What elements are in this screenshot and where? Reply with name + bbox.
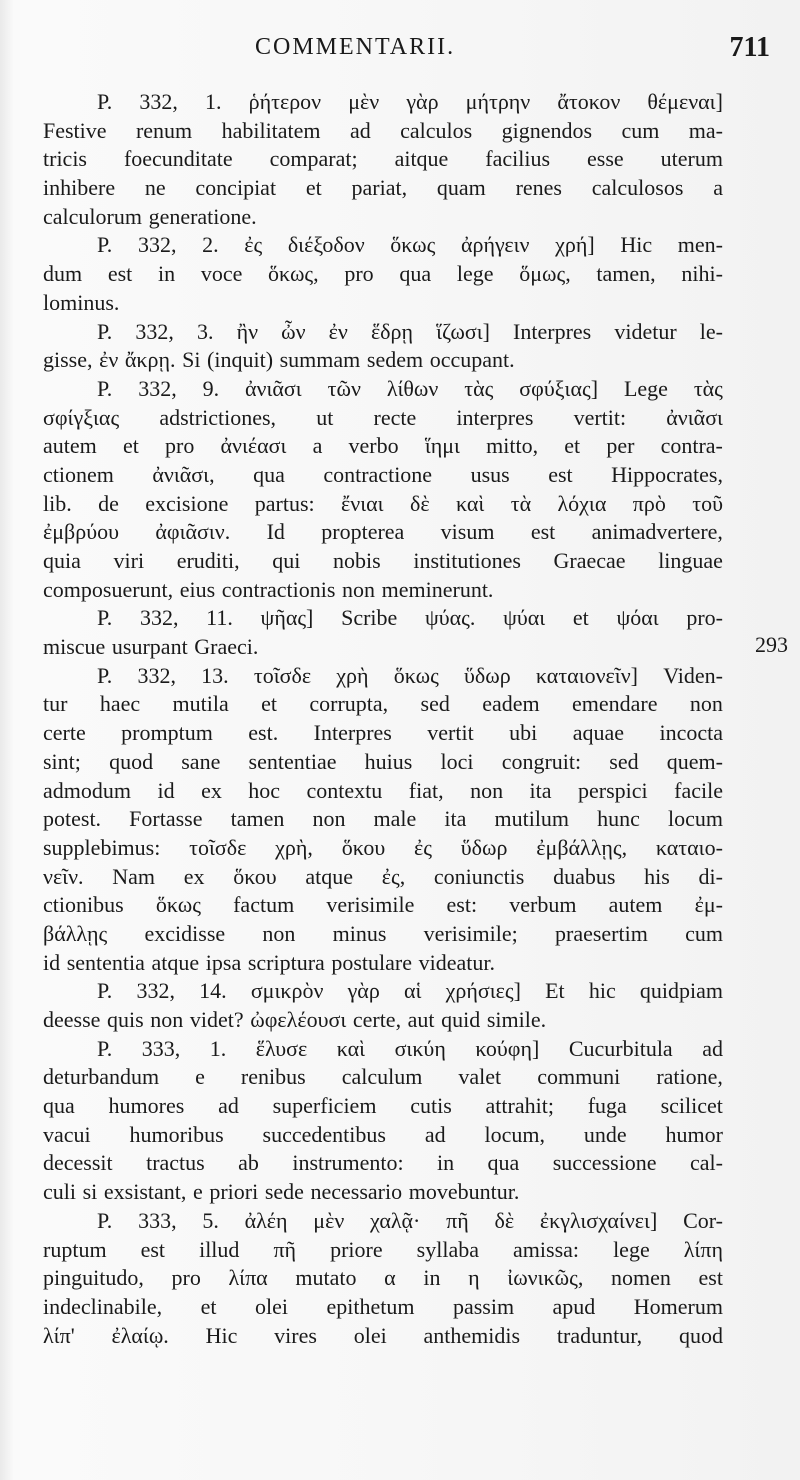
text-line: P. 332, 1. ῥήτερον μὲν γὰρ μήτρην ἄτοκον θέμεναι] — [97, 89, 723, 114]
text-line: miscue usurpant Graeci. — [43, 634, 259, 660]
text-line: P. 332, 2. ἐς διέξοδον ὅκως ἀρήγειν χρή] Hic men- — [97, 232, 723, 258]
text-line: dum est in voce ὅκως, pro qua lege ὅμως, tamen, nihi- — [43, 261, 723, 287]
text-line: pinguitudo, pro λίπα mutato α in η ἰωνικῶς, nomen est — [43, 1265, 723, 1291]
text-line: βάλλῃς excidisse non minus verisimile; praesertim cum — [43, 920, 723, 946]
text-line: P. 333, 1. ἕλυσε καὶ σικύη κούφη] Cucurbitula ad — [97, 1035, 723, 1061]
text-line: vacui humoribus succedentibus ad locum, unde humor — [43, 1121, 723, 1147]
text-line: inhibere ne concipiat et pariat, quam renes calculosos a — [43, 175, 723, 201]
text-line: P. 332, 11. ψῆας] Scribe ψύας. ψύαι et ψόαι pro- — [97, 605, 723, 631]
text-line: id sententia atque ipsa scriptura postulare videatur. — [43, 949, 495, 975]
text-line: ctionem ἀνιᾶσι, qua contractione usus est Hippocrates, — [43, 461, 723, 487]
text-line: certe promptum est. Interpres vertit ubi aquae incocta — [43, 720, 723, 746]
text-line: Festive renum habilitatem ad calculos gignendos cum ma- — [43, 117, 723, 143]
text-line: qua humores ad superficiem cutis attrahit; fuga scilicet — [43, 1093, 723, 1119]
text-line: λίπ' ἐλαίῳ. Hic vires olei anthemidis traduntur, quod — [43, 1322, 723, 1348]
text-line: decessit tractus ab instrumento: in qua successione cal- — [43, 1150, 723, 1176]
text-line: ruptum est illud πῆ priore syllaba amissa: lege λίπη — [43, 1236, 723, 1262]
text-line: tricis foecunditate comparat; aitque facilius esse uterum — [43, 146, 723, 172]
margin-page-reference: 293 — [755, 632, 788, 657]
text-line: tur haec mutila et corrupta, sed eadem emendare non — [43, 691, 723, 717]
text-line: deturbandum e renibus calculum valet communi ratione, — [43, 1064, 723, 1090]
commentary-text — [43, 88, 723, 1350]
text-line: ctionibus ὅκως factum verisimile est: verbum autem ἐμ- — [43, 892, 723, 918]
text-line: quia viri eruditi, qui nobis institutiones Graecae linguae — [43, 548, 723, 573]
text-line: gisse, ἐν ἄκρῃ. Si (inquit) summam sedem occupant. — [43, 347, 515, 373]
text-line: supplebimus: τοῖσδε χρὴ, ὅκου ἐς ὕδωρ ἐμβάλλῃς, καταιο- — [43, 834, 723, 860]
text-line: culi si exsistant, e priori sede necessario movebuntur. — [43, 1179, 520, 1205]
text-line: νεῖν. Nam ex ὅκου atque ἐς, coniunctis duabus his di- — [43, 863, 723, 889]
text-line: P. 332, 14. σμικρὸν γὰρ αἱ χρήσιες] Et hic quidpiam — [97, 978, 723, 1004]
text-line: lib. de excisione partus: ἔνιαι δὲ καὶ τὰ λόχια πρὸ τοῦ — [43, 490, 723, 516]
text-line: sint; quod sane sententiae huius loci congruit: sed quem- — [43, 748, 723, 774]
page-number: 711 — [729, 32, 770, 63]
text-line: lominus. — [43, 289, 120, 315]
text-line: P. 332, 9. ἀνιᾶσι τῶν λίθων τὰς σφύξιας] Lege τὰς — [97, 375, 723, 401]
text-line: calculorum generatione. — [43, 203, 257, 229]
text-line: admodum id ex hoc contextu fiat, non ita perspici facile — [43, 777, 723, 803]
text-line: ἐμβρύου ἀφιᾶσιν. Id propterea visum est animadvertere, — [43, 519, 723, 545]
text-line: deesse quis non videt? ὠφελέουσι certe, aut quid simile. — [43, 1007, 547, 1032]
text-line: P. 333, 5. ἀλέη μὲν χαλᾷ· πῆ δὲ ἐκγλισχαίνει] Cor- — [97, 1207, 723, 1233]
text-line: composuerunt, eius contractionis non meminerunt. — [43, 576, 494, 602]
text-line: σφίγξιας adstrictiones, ut recte interpres vertit: ἀνιᾶσι — [43, 404, 723, 430]
text-line: indeclinabile, et olei epithetum passim apud Homerum — [43, 1293, 723, 1319]
running-head: COMMENTARII. — [255, 34, 456, 60]
text-line: potest. Fortasse tamen non male ita mutilum hunc locum — [43, 806, 723, 832]
page-header — [40, 30, 770, 70]
text-line: autem et pro ἀνιέασι a verbo ἵημι mitto, et per contra- — [43, 433, 723, 459]
text-line: P. 332, 13. τοῖσδε χρὴ ὅκως ὕδωρ καταιονεῖν] Viden- — [97, 662, 723, 688]
text-line: P. 332, 3. ἢν ὦν ἐν ἕδρῃ ἵζωσι] Interpres videtur le- — [97, 318, 723, 344]
